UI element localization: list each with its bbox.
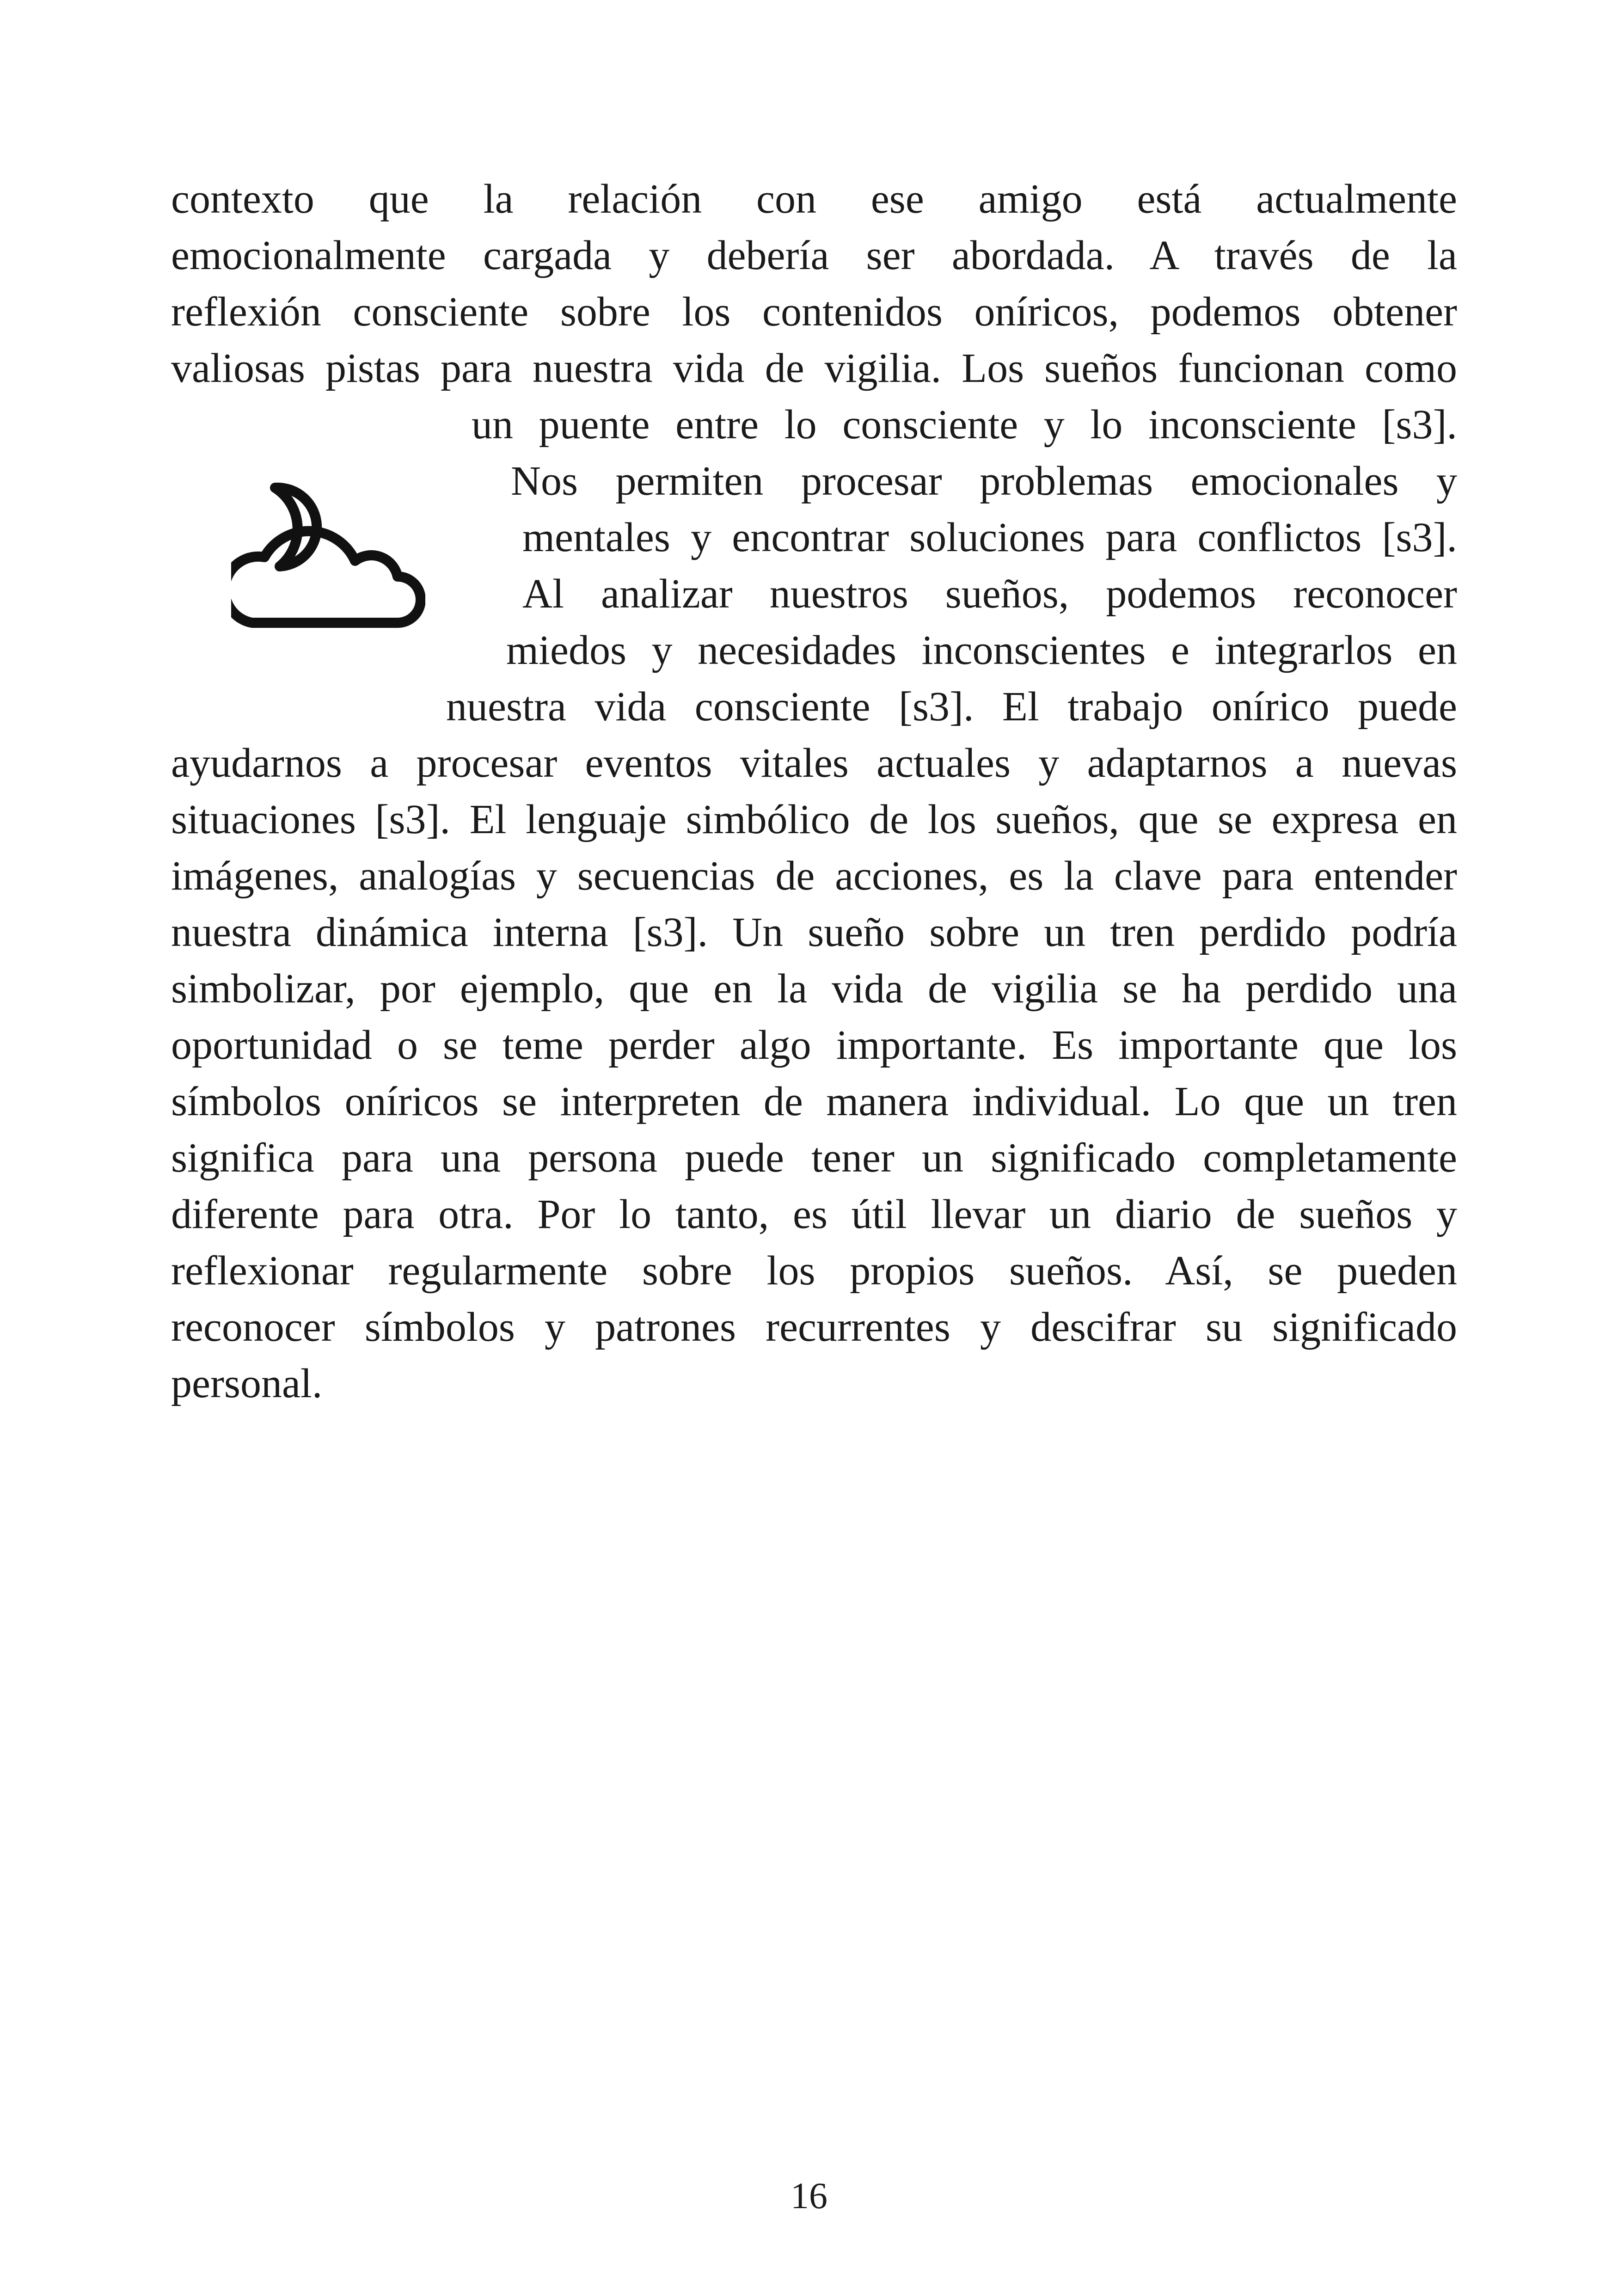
text-line-7: mentales y encontrar soluciones para conflictos [s3]. (522, 515, 1457, 560)
text-line-2: emocionalmente cargada y debería ser abordada. A través de la (171, 233, 1457, 278)
text-line-9: miedos y necesidades inconscientes e integrarlos en (506, 627, 1457, 673)
text-line-17: símbolos oníricos se interpreten de manera individual. Lo que un tren (171, 1079, 1457, 1124)
text-line-1: contexto que la relación con ese amigo está actualmente (171, 176, 1457, 222)
text-line-19: diferente para otra. Por lo tanto, es útil llevar un diario de sueños y (171, 1191, 1457, 1237)
text-line-10: nuestra vida consciente [s3]. El trabajo onírico puede (446, 684, 1457, 730)
text-line-5: un puente entre lo consciente y lo inconsciente [s3]. (472, 402, 1457, 448)
text-line-16: oportunidad o se teme perder algo importante. Es importante que los (171, 1022, 1457, 1068)
text-line-3: reflexión consciente sobre los contenidos oníricos, podemos obtener (171, 289, 1457, 335)
text-line-12: situaciones [s3]. El lenguaje simbólico de los sueños, que se expresa en (171, 797, 1457, 842)
text-line-20: reflexionar regularmente sobre los propios sueños. Así, se pueden (171, 1248, 1457, 1294)
page-number: 16 (791, 2176, 827, 2216)
moon-cloud-icon (231, 479, 425, 640)
text-line-18: significa para una persona puede tener un significado completamente (171, 1135, 1457, 1181)
text-line-11: ayudarnos a procesar eventos vitales actuales y adaptarnos a nuevas (171, 740, 1457, 786)
text-line-21: reconocer símbolos y patrones recurrentes y descifrar su significado (171, 1304, 1457, 1350)
text-line-4: valiosas pistas para nuestra vida de vigilia. Los sueños funcionan como (171, 345, 1457, 391)
text-line-8: Al analizar nuestros sueños, podemos reconocer (522, 571, 1457, 617)
text-line-14: nuestra dinámica interna [s3]. Un sueño sobre un tren perdido podría (171, 909, 1457, 955)
text-line-22: personal. (171, 1361, 323, 1406)
text-line-15: simbolizar, por ejemplo, que en la vida de vigilia se ha perdido una (171, 966, 1457, 1012)
text-line-13: imágenes, analogías y secuencias de acciones, es la clave para entender (171, 853, 1457, 899)
text-line-6: Nos permiten procesar problemas emocionales y (511, 458, 1457, 504)
